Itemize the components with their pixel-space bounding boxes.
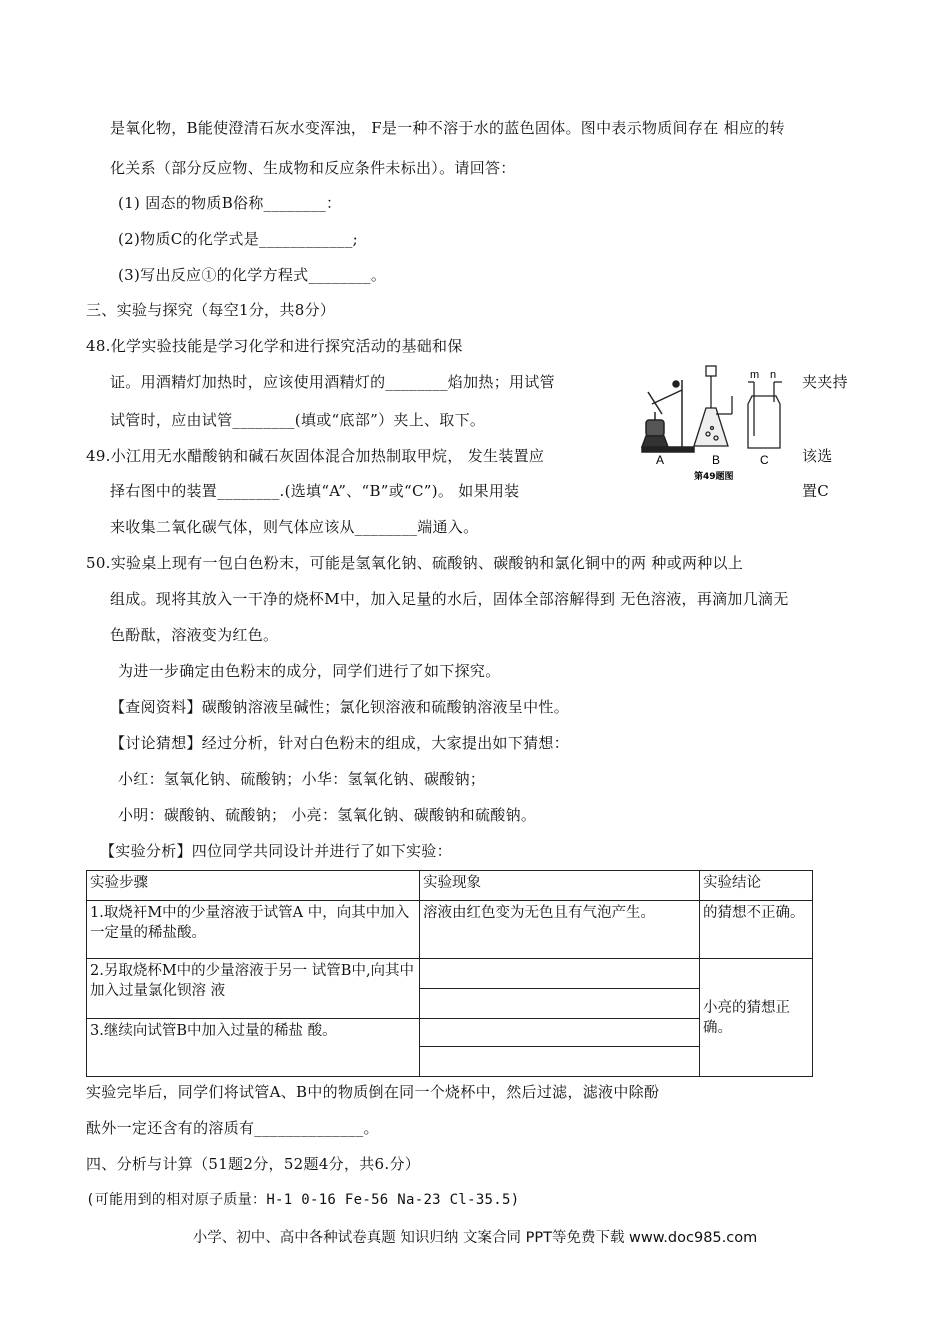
atomic-mass-note: (可能用到的相对原子质量：H-1 0-16 Fe-56 Na-23 Cl-35.5) bbox=[86, 1192, 520, 1208]
step-2: 2.另取烧杯M中的少量溶液于另一 试管B中,向其中加入过量氯化钡溶 液 bbox=[87, 959, 420, 1019]
figure-caption: 第49题图 bbox=[694, 472, 734, 482]
section-3-heading: 三、实验与探究（每空1分，共8分） bbox=[86, 301, 336, 319]
q50-guess-1: 小红：氢氧化钠、硫酸钠；小华：氢氧化钠、碳酸钠； bbox=[118, 770, 486, 788]
q48-line-3: 试管时，应由试管________(填或“底部”）夹上、取下。 bbox=[110, 411, 486, 429]
phenomenon-2-blank-b bbox=[420, 989, 700, 1019]
apparatus-b bbox=[694, 366, 732, 446]
q50-reference-info: 【查阅资料】碳酸钠溶液呈碱性；氯化钡溶液和硫酸钠溶液呈中性。 bbox=[110, 698, 570, 716]
question-2: (2)物质C的化学式是____________; bbox=[118, 230, 358, 248]
section-4-heading: 四、分析与计算（51题2分，52题4分，共6.分） bbox=[86, 1155, 421, 1173]
q50-analysis: 【实验分析】四位同学共同设计并进行了如下实验： bbox=[100, 842, 452, 860]
q48-line-2: 证。用酒精灯加热时，应该使用酒精灯的________焰加热；用试管 bbox=[110, 373, 555, 391]
question-1: (1) 固态的物质B俗称________： bbox=[118, 194, 342, 212]
label-n: n bbox=[770, 369, 777, 381]
q50-line-4: 为进一步确定由色粉末的成分，同学们进行了如下探究。 bbox=[118, 662, 501, 680]
experiment-table bbox=[86, 870, 813, 1077]
header-conclusion: 实验结论 bbox=[700, 871, 813, 901]
table-row bbox=[87, 959, 813, 989]
header-phenomenon: 实验现象 bbox=[420, 871, 700, 901]
q49-line-1-right: 该选 bbox=[802, 447, 833, 465]
intro-line-2: 化关系（部分反应物、生成物和反应条件未标出）。请回答： bbox=[110, 159, 516, 177]
q48-line-1: 48.化学实验技能是学习化学和进行探究活动的基础和保 bbox=[86, 337, 463, 355]
phenomenon-3-blank-b bbox=[420, 1047, 700, 1077]
conclusion-1: 的猜想不正确。 bbox=[700, 901, 813, 959]
q48-line-2-right: 夹夹持 bbox=[802, 373, 848, 391]
table-row bbox=[87, 901, 813, 959]
step-1: 1.取烧衦M中的少量溶液于试管A 中，向其中加入一定量的稀盐酸。 bbox=[87, 901, 420, 959]
q50-line-2: 组成。现将其放入一干净的烧杯M中，加入足量的水后，固体全部溶解得到 无色溶液，再滴加几滴无 bbox=[110, 590, 789, 608]
apparatus-c bbox=[748, 382, 782, 448]
header-step: 实验步骤 bbox=[87, 871, 420, 901]
step-3: 3.继续向试管B中加入过量的稀盐 酸。 bbox=[87, 1019, 420, 1077]
q50-line-1: 50.实验桌上现有一包白色粉末，可能是氢氧化钠、硫酸钠、碳酸钠和氯化铜中的两 种或两种以上 bbox=[86, 554, 744, 572]
label-b: B bbox=[712, 453, 721, 467]
label-c: C bbox=[760, 453, 769, 467]
phenomenon-2-blank-a bbox=[420, 959, 700, 989]
intro-line-1: 是氧化物，B能使澄清石灰水变浑浊， F是一种不溶于水的蓝色固体。图中表示物质间存在 相应的转 bbox=[110, 119, 785, 137]
apparatus-a bbox=[642, 380, 694, 452]
label-a: A bbox=[656, 453, 665, 467]
phenomenon-3-blank-a bbox=[420, 1019, 700, 1047]
question-3: (3)写出反应①的化学方程式________。 bbox=[118, 266, 387, 284]
after-experiment-line-2: 酞外一定还含有的溶质有______________。 bbox=[86, 1119, 379, 1137]
footer-banner: 小学、初中、高中各种试卷真题 知识归纳 文案合同 PPT等免费下载 www.doc985.com bbox=[192, 1230, 758, 1246]
q49-line-2: 择右图中的装置________.(选填“A”、“B”或“C”)。 如果用装 bbox=[110, 482, 520, 500]
q49-line-2-right: 置C bbox=[802, 482, 830, 500]
conclusion-2-3: 小亮的猜想正确。 bbox=[700, 959, 813, 1077]
q50-line-3: 色酚酞，溶液变为红色。 bbox=[110, 626, 279, 644]
q50-discussion: 【讨论猜想】经过分析，针对白色粉末的组成，大家提出如下猜想： bbox=[110, 734, 570, 752]
after-experiment-line-1: 实验完毕后，同学们将试管A、B中的物质倒在同一个烧杯中，然后过滤，滤液中除酚 bbox=[86, 1083, 660, 1101]
label-m: m bbox=[750, 369, 760, 381]
q50-guess-2: 小明：碳酸钠、硫酸钠； 小亮：氢氧化钠、碳酸钠和硫酸钠。 bbox=[118, 806, 537, 824]
q49-line-1: 49.小江用无水醋酸钠和碱石灰固体混合加热制取甲烷， 发生装置应 bbox=[86, 447, 545, 465]
apparatus-figure bbox=[632, 362, 792, 487]
q49-line-3: 来收集二氧化碳气体，则气体应该从________端通入。 bbox=[110, 518, 479, 536]
phenomenon-1: 溶液由红色变为无色且有气泡产生。 bbox=[420, 901, 700, 959]
table-header-row bbox=[87, 871, 813, 901]
